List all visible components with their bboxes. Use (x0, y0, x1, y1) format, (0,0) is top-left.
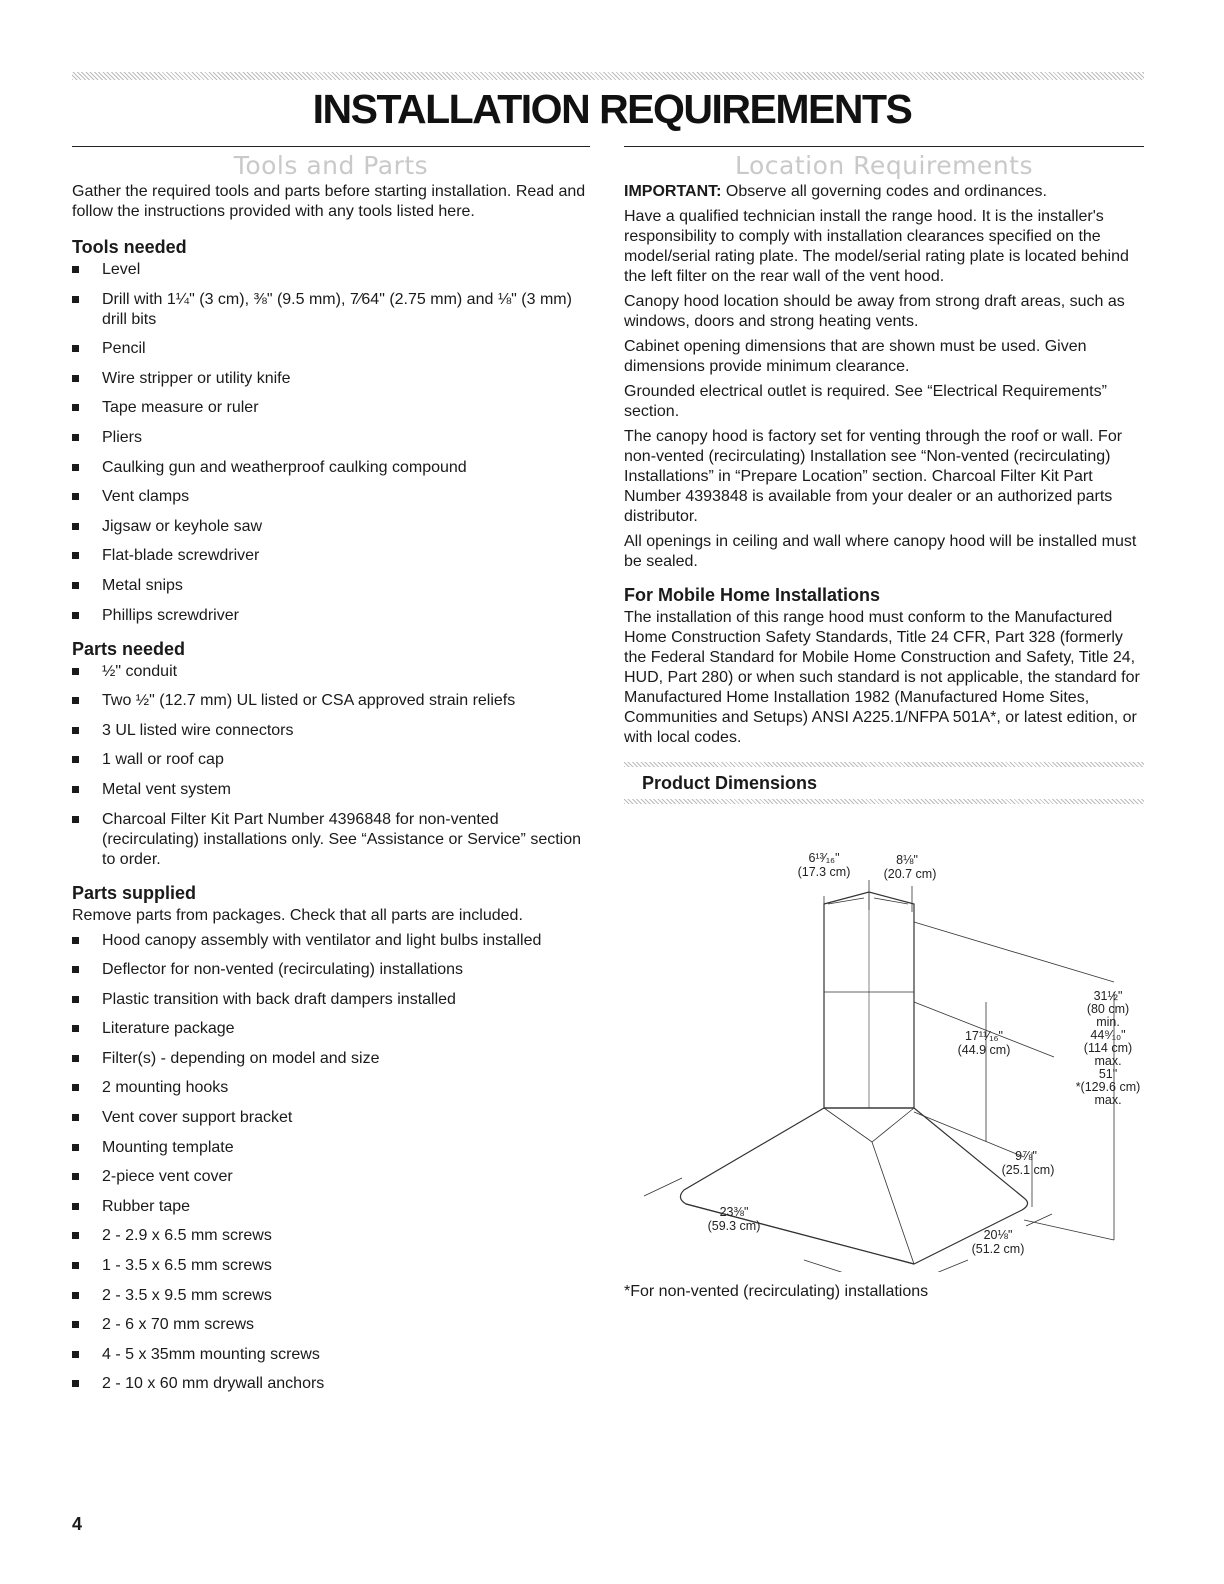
parts-supplied-intro: Remove parts from packages. Check that all parts are included. (72, 906, 523, 924)
list-item: 2 - 2.9 x 6.5 mm screws (72, 1226, 590, 1246)
page-title: INSTALLATION REQUIREMENTS (312, 86, 912, 132)
product-dimensions-heading: Product Dimensions (642, 773, 818, 793)
list-item: Caulking gun and weatherproof caulking compound (72, 458, 590, 478)
important-text: Observe all governing codes and ordinances. (721, 183, 1047, 200)
list-item: Pencil (72, 339, 590, 359)
list-item: Charcoal Filter Kit Part Number 4396848 for non-vented (recirculating) installations only. See “Assistance or Service” section to order. (72, 810, 590, 870)
list-item: Mounting template (72, 1138, 590, 1158)
list-item: Deflector for non-vented (recirculating) installations (72, 960, 590, 980)
footnote: *For non-vented (recirculating) installations (624, 1283, 929, 1300)
width-cm: (59.3 cm) (707, 1219, 761, 1233)
list-item: 2 - 10 x 60 mm drywall anchors (72, 1374, 590, 1394)
location-paragraph: Canopy hood location should be away from strong draft areas, such as windows, doors and strong heating vents. (624, 293, 1125, 330)
list-item: 2 - 6 x 70 mm screws (72, 1315, 590, 1335)
height-c-note: max. (1094, 1093, 1122, 1107)
list-item: Literature package (72, 1019, 590, 1039)
chimney-width-label: 8⅛" (896, 853, 918, 867)
list-item: 1 wall or roof cap (72, 750, 590, 770)
location-paragraph: Have a qualified technician install the range hood. It is the installer's responsibility to comply with installation clearances specified on the model/serial rating plate. The model/serial rating plate is located behind the left filter on the rear wall of the vent hood. (624, 208, 1129, 285)
list-item: Tape measure or ruler (72, 398, 590, 418)
location-paragraph: Cabinet opening dimensions that are shown must be used. Given dimensions provide minimum clearance. (624, 338, 1087, 375)
list-item: 1 - 3.5 x 6.5 mm screws (72, 1256, 590, 1276)
list-item: Rubber tape (72, 1197, 590, 1217)
location-paragraph: All openings in ceiling and wall where canopy hood will be installed must be sealed. (624, 533, 1137, 570)
list-item: Pliers (72, 428, 590, 448)
section-rule (72, 146, 590, 147)
height-c-label: 51" (1098, 1067, 1118, 1081)
list-item: Metal snips (72, 576, 590, 596)
list-item: 2-piece vent cover (72, 1167, 590, 1187)
height-b-note: max. (1094, 1054, 1122, 1068)
list-item: Filter(s) - depending on model and size (72, 1049, 590, 1069)
mobile-home-text: The installation of this range hood must conform to the Manufactured Home Construction Safety Standards, Title 24 CFR, Part 328 (formerly the Federal Standard for Mobile Home Construction and Safety, Title 24, HUD, Part 280) or when such standard is not applicable, the standard for Manufactured Home Installation 1982 (Manufactured Home Sites, Communities and Setups) ANSI A225.1/NFPA 501A*, or latest edition, or with local codes. (624, 609, 1140, 746)
location-paragraph: The canopy hood is factory set for venting through the roof or wall. For non-vented (recirculating) Installation see “Non-vented (recirculating) Installations” in “Prepare Location” section. Charcoal Filter Kit Part Number 4393848 is available from your dealer or an authorized parts distributor. (624, 428, 1123, 525)
list-item: 4 - 5 x 35mm mounting screws (72, 1345, 590, 1365)
height-a-cm: (80 cm) (1086, 1002, 1130, 1016)
tools-parts-heading: Tools and Parts (233, 151, 429, 180)
list-item: Drill with 1¼" (3 cm), ⅜" (9.5 mm), 7⁄64" (2.75 mm) and ⅛" (3 mm) drill bits (72, 290, 590, 330)
tools-list (72, 260, 590, 626)
hood-drawing (624, 812, 1144, 1272)
list-item: Metal vent system (72, 780, 590, 800)
list-item: Two ½" (12.7 mm) UL listed or CSA approved strain reliefs (72, 691, 590, 711)
chimney-width-cm: (20.7 cm) (883, 867, 937, 881)
depth-cm: (51.2 cm) (971, 1242, 1025, 1256)
page-number: 4 (72, 1514, 83, 1534)
range-hood-dimension-diagram (624, 812, 1144, 1277)
canopy-outline (680, 1108, 1027, 1264)
height-b-cm: (114 cm) (1083, 1041, 1133, 1055)
canopy-ridge (824, 1108, 914, 1142)
list-item: Plastic transition with back draft dampers installed (72, 990, 590, 1010)
location-requirements-section (624, 146, 1144, 1301)
canopy-crease (872, 1142, 914, 1264)
height-a-note: min. (1096, 1015, 1120, 1029)
canopy-height-cm: (44.9 cm) (957, 1043, 1011, 1057)
parts-supplied-list (72, 931, 590, 1395)
list-item: Vent clamps (72, 487, 590, 507)
list-item: Wire stripper or utility knife (72, 369, 590, 389)
depth-label: 20⅛" (983, 1228, 1013, 1242)
tools-parts-intro: Gather the required tools and parts before starting installation. Read and follow the instructions provided with any tools listed here. (72, 183, 586, 220)
width-label: 23⅜" (719, 1205, 749, 1219)
list-item: 2 mounting hooks (72, 1078, 590, 1098)
list-item: Jigsaw or keyhole saw (72, 517, 590, 537)
edge-cm: (25.1 cm) (1001, 1163, 1055, 1177)
top-hatched-bar (72, 72, 1144, 80)
tools-and-parts-section (72, 146, 590, 1404)
important-note (624, 182, 1144, 202)
list-item: Hood canopy assembly with ventilator and light bulbs installed (72, 931, 590, 951)
chimney-depth-label: 6¹³⁄₁₆" (808, 851, 840, 865)
height-c-cm: *(129.6 cm) (1075, 1080, 1141, 1094)
edge-label: 9⅞" (1015, 1149, 1037, 1163)
parts-needed-heading: Parts needed (72, 638, 186, 659)
important-label: IMPORTANT: (624, 183, 722, 200)
chimney-depth-cm: (17.3 cm) (797, 865, 851, 879)
canopy-height-label: 17¹¹⁄₁₆" (964, 1029, 1004, 1043)
height-a-label: 31½" (1093, 989, 1123, 1003)
parts-needed-list (72, 662, 590, 870)
list-item: 3 UL listed wire connectors (72, 721, 590, 741)
parts-supplied-heading: Parts supplied (72, 882, 197, 903)
list-item: 2 - 3.5 x 9.5 mm screws (72, 1286, 590, 1306)
location-paragraph: Grounded electrical outlet is required. See “Electrical Requirements” section. (624, 383, 1107, 420)
list-item: Flat-blade screwdriver (72, 546, 590, 566)
list-item: Vent cover support bracket (72, 1108, 590, 1128)
list-item: Level (72, 260, 590, 280)
hatched-bar (624, 762, 1144, 767)
tools-needed-heading: Tools needed (72, 237, 187, 257)
product-dimensions-header (624, 762, 1144, 804)
section-rule (624, 146, 1144, 147)
list-item: Phillips screwdriver (72, 606, 590, 626)
mobile-home-heading: For Mobile Home Installations (624, 585, 881, 605)
location-heading: Location Requirements (735, 151, 1033, 180)
list-item: ½" conduit (72, 662, 590, 682)
height-b-label: 44⁹⁄₁₀" (1090, 1028, 1126, 1042)
hatched-bar (624, 799, 1144, 804)
dimension-labels (708, 851, 1141, 1256)
